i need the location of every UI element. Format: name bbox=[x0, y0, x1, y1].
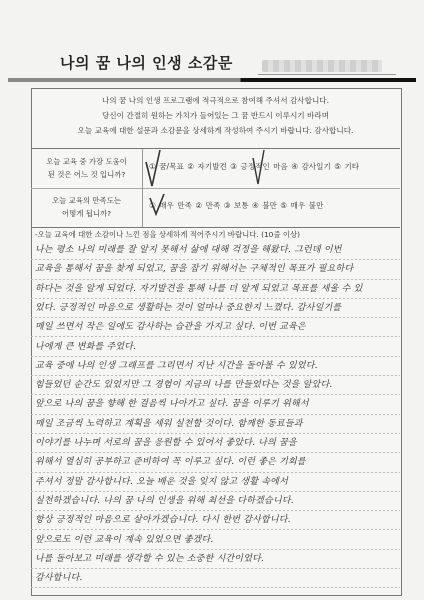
handwritten-line: 하다는 것을 알게 되었다. 자기발견을 통해 나를 더 알게 되었고 목표를 세울 수 있 bbox=[31, 280, 400, 299]
question-label-line: 오늘 교육의 만족도는 bbox=[52, 196, 121, 205]
question-label bbox=[31, 188, 143, 227]
handwritten-line: 었다. 긍정적인 마음으로 생활하는 것이 얼마나 중요한지 느꼈다. 감사일기를 bbox=[31, 299, 400, 318]
intro-text bbox=[31, 93, 400, 138]
question-label-line: 오늘 교육 중 가장 도움이 bbox=[46, 157, 127, 166]
handwritten-line: 감사합니다. bbox=[31, 569, 400, 588]
handwritten-line: 힘들었던 순간도 있었지만 그 경험이 지금의 나를 만들었다는 것을 알았다. bbox=[31, 376, 400, 395]
question-row-satisfaction bbox=[31, 188, 400, 227]
handwritten-line: 주셔서 정말 감사합니다. 오늘 배운 것을 잊지 않고 생활 속에서 bbox=[31, 473, 400, 492]
intro-line: 오늘 교육에 대한 설문과 소감문을 상세하게 작성하여 주시기 바랍니다. 감사합니다. bbox=[77, 126, 354, 135]
question-row-helpful bbox=[31, 149, 400, 189]
handwritten-line: 매일 조금씩 노력하고 계획을 세워 실천할 것이다. 함께한 동료들과 bbox=[31, 415, 400, 434]
question-label-line: 어떻게 됩니까? bbox=[61, 209, 112, 218]
handwritten-line: 실천하겠습니다. 나의 꿈 나의 인생을 위해 최선을 다하겠습니다. bbox=[31, 492, 400, 511]
handwritten-line: 위해서 열심히 공부하고 준비하여 꼭 이루고 싶다. 이런 좋은 기회를 bbox=[31, 453, 400, 472]
handwritten-line: 교육 중에 나의 인생 그래프를 그리면서 지난 시간을 돌아볼 수 있었다. bbox=[31, 357, 400, 376]
intro-line: 당신이 간절히 원하는 가치가 들어있는 그 꿈 반드시 이루시기 바라며 bbox=[101, 111, 330, 120]
redacted-name bbox=[262, 60, 382, 72]
handwritten-response[interactable] bbox=[31, 241, 400, 593]
handwritten-line: 앞으로도 이런 교육이 계속 있었으면 좋겠다. bbox=[31, 531, 400, 550]
handwritten-line: 앞으로 나의 꿈을 향해 한 걸음씩 나아가고 싶다. 꿈을 이루기 위해서 bbox=[31, 395, 400, 414]
handwritten-line: 이야기를 나누며 서로의 꿈을 응원할 수 있어서 좋았다. 나의 꿈을 bbox=[31, 434, 400, 453]
name-underline bbox=[258, 74, 396, 75]
question-label-line: 된 것은 어느 것 입니까? bbox=[47, 170, 126, 179]
page-title: 나의 꿈 나의 인생 소감문 bbox=[60, 54, 233, 72]
question-label bbox=[31, 149, 143, 188]
title-divider bbox=[8, 78, 416, 82]
intro-line: 나의 꿈 나의 인생 프로그램에 적극적으로 참여해 주셔서 감사합니다. bbox=[101, 96, 330, 105]
handwritten-line: 나는 평소 나의 미래를 잘 알지 못해서 삶에 대해 걱정을 해왔다. 그런데 이번 bbox=[31, 241, 400, 260]
writing-prompt: -오늘 교육에 대한 소감이나 느낀 점을 상세하게 적어주시기 바랍니다. (10줄 이상) bbox=[35, 230, 301, 239]
question-table bbox=[31, 148, 400, 228]
question-options[interactable]: ① 꿈/목표 ② 자기발견 ③ 긍정적인 마음 ④ 감사일기 ⑤ 기타 bbox=[149, 162, 360, 171]
handwritten-line: 매일 쓰면서 작은 일에도 감사하는 습관을 가지고 싶다. 이번 교육은 bbox=[31, 318, 400, 337]
handwritten-line: 나를 돌아보고 미래를 생각할 수 있는 소중한 시간이었다. bbox=[31, 550, 400, 569]
handwritten-line: 나에게 큰 변화를 주었다. bbox=[31, 338, 400, 357]
question-options[interactable]: ① 매우 만족 ② 만족 ③ 보통 ④ 불만 ⑤ 매우 불만 bbox=[149, 201, 324, 210]
handwritten-line: 항상 긍정적인 마음으로 살아가겠습니다. 다시 한번 감사합니다. bbox=[31, 511, 400, 530]
handwritten-line: 교육을 통해서 꿈을 찾게 되었고, 꿈을 잡기 위해서는 구체적인 목표가 필요하다 bbox=[31, 260, 400, 279]
